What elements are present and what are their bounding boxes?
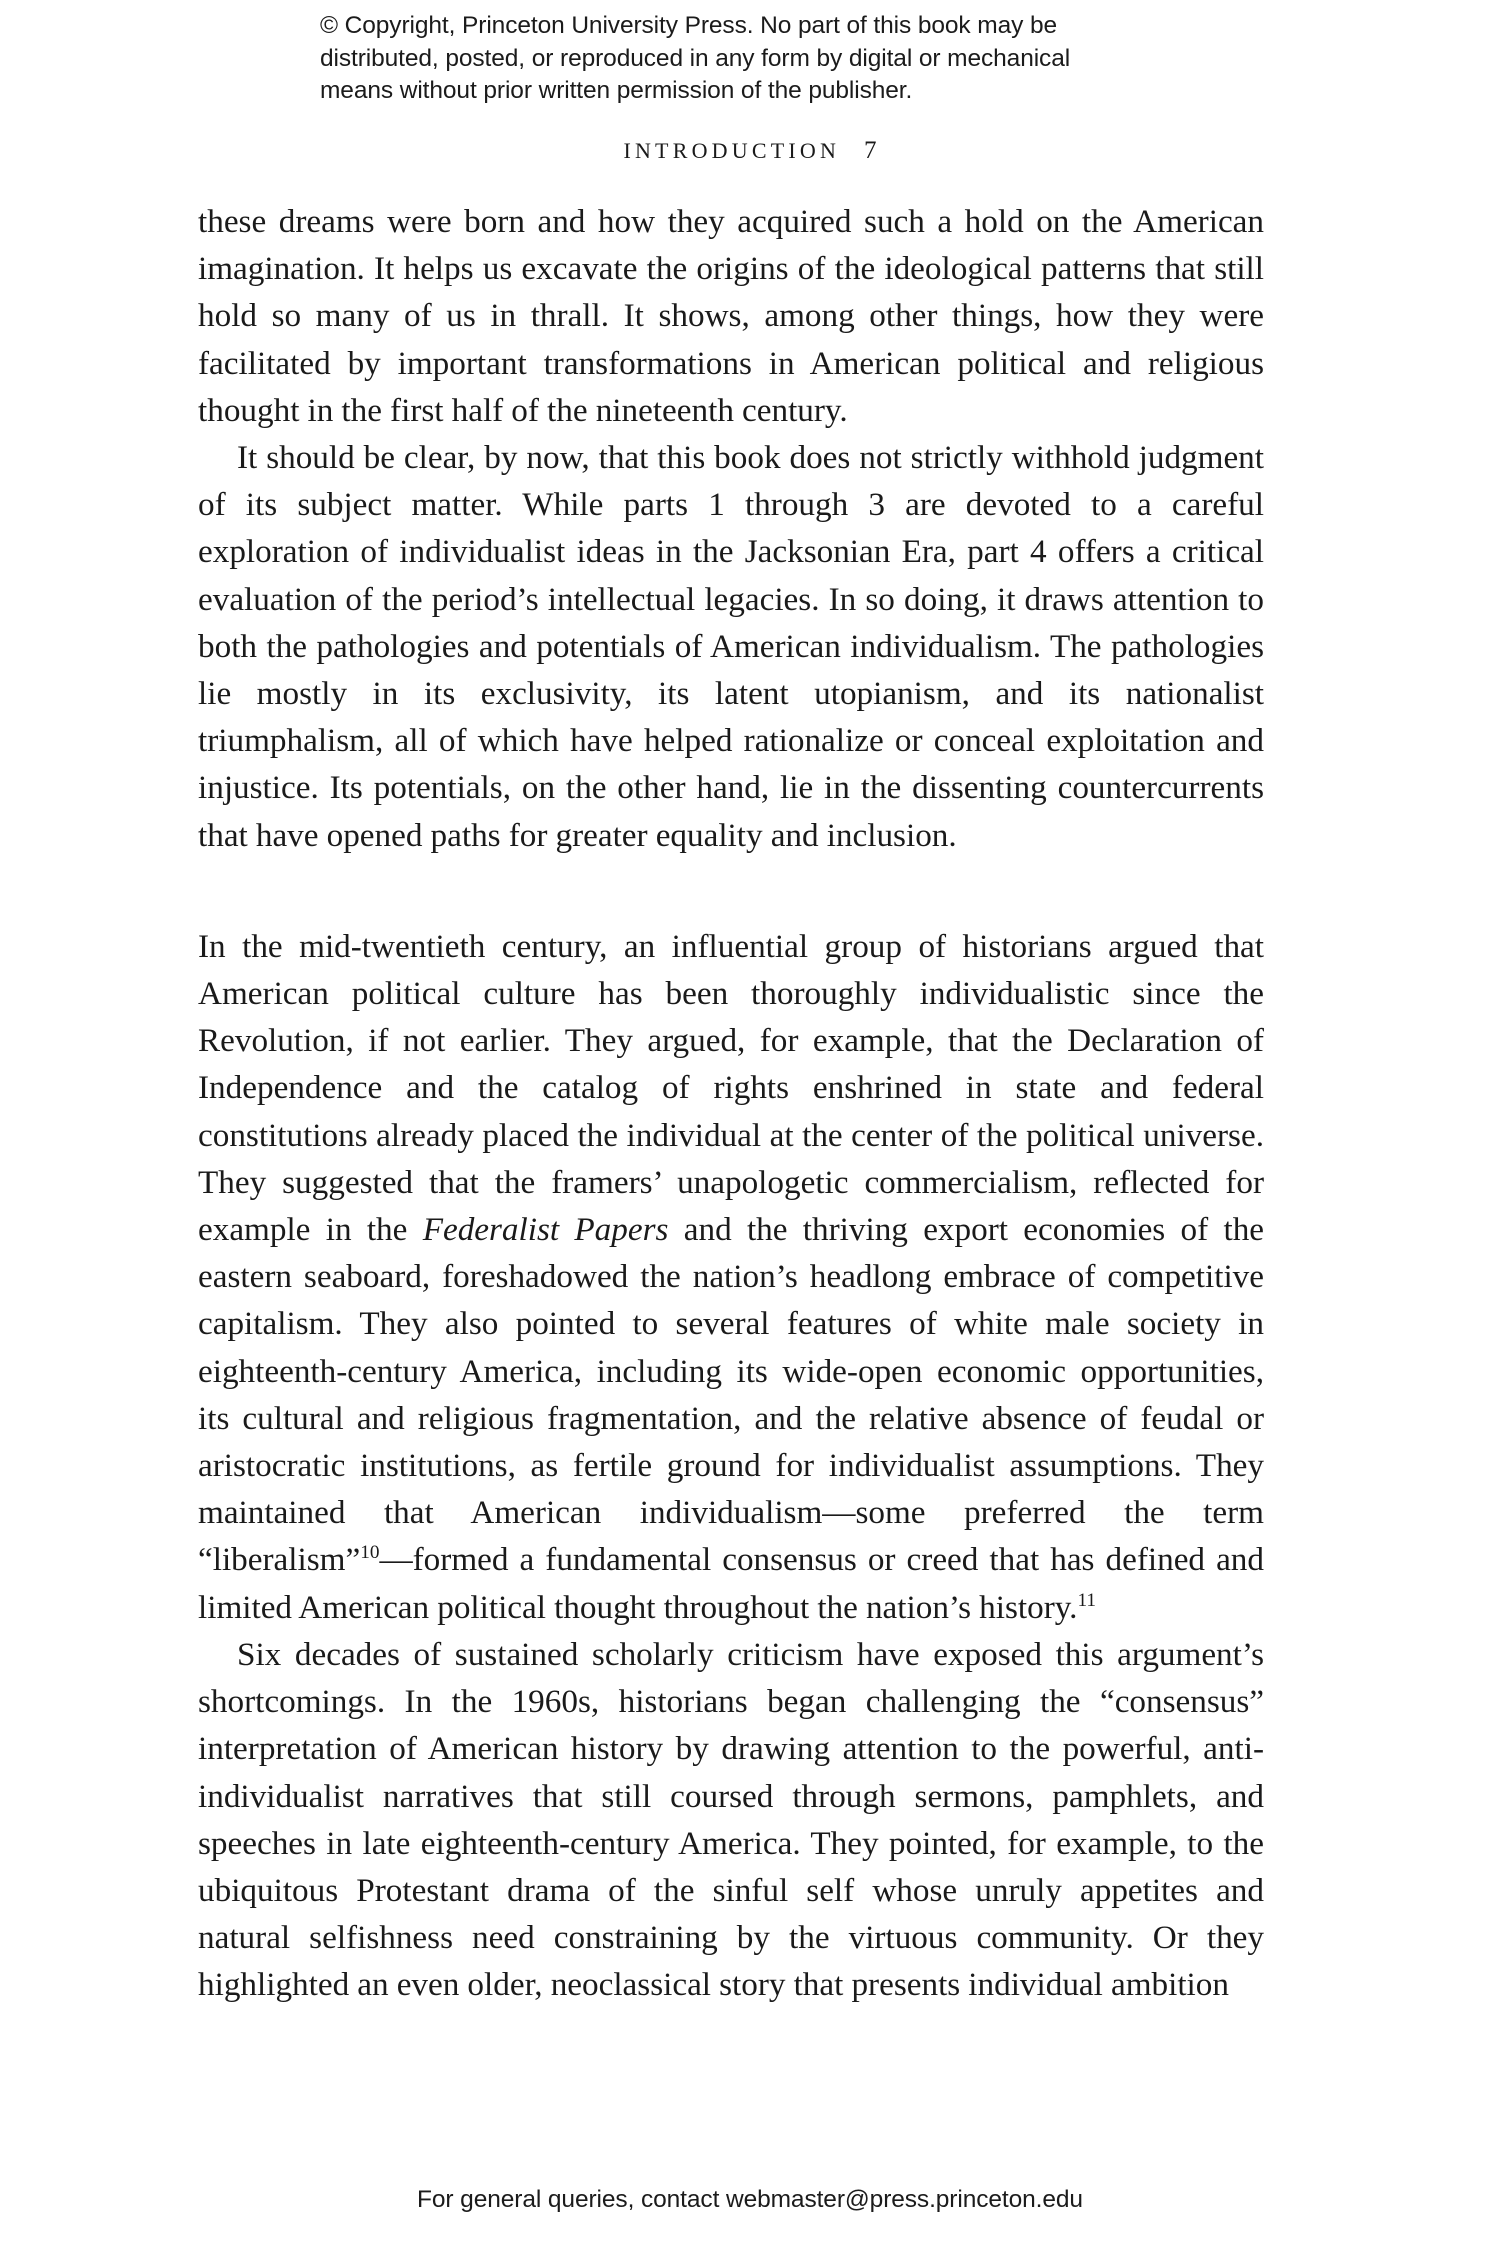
paragraph-consensus-school [198, 923, 1264, 1631]
copyright-line-3: means without prior written permission of the publisher. [320, 77, 913, 104]
body-text-column [198, 198, 1264, 2009]
running-head-chapter-title: INTRODUCTION [623, 138, 841, 163]
paragraph-segment-3: —formed a fundamental consensus or creed that has defined and limited American political thought throughout the nation’s history. [198, 1541, 1264, 1626]
footnote-marker-10[interactable]: 10 [360, 1542, 380, 1564]
paragraph-continuation: these dreams were born and how they acquired such a hold on the American imagination. It helps us excavate the origins of the ideological patterns that still hold so many of us in thrall. It shows, among other things, how they were facilitated by important transformations in American political and religious thought in the first half of the nineteenth century. [198, 203, 1264, 429]
paragraph-segment-2: and the thriving export economies of the eastern seaboard, foreshadowed the nation’s headlong embrace of competitive capitalism. They also pointed to several features of white male society in eighteenth-century America, including its wide-open economic opportunities, its cultural and religious fragmentation, and the relative absence of feudal or aristocratic institutions, as fertile ground for individualist assumptions. They maintained that American individualism—some preferred the term “liberalism” [198, 1211, 1265, 1579]
footnote-marker-11[interactable]: 11 [1077, 1589, 1097, 1611]
book-title-federalist-papers: Federalist Papers [422, 1211, 669, 1249]
copyright-notice [320, 10, 1180, 108]
paragraph-six-decades: Six decades of sustained scholarly criticism have exposed this argument’s shortcomings. In the 1960s, historians began challenging the “consensus” interpretation of American history by drawing attention to the powerful, anti-individualist narratives that still coursed through sermons, pamphlets, and speeches in late eighteenth-century America. They pointed, for example, to the ubiquitous Protestant drama of the sinful self whose unruly appetites and natural selfishness need constraining by the virtuous community. Or they highlighted an even older, neoclassical story that presents individual ambition [198, 1635, 1264, 2004]
paragraph-segment-1: In the mid-twentieth century, an influential group of historians argued that American political culture has been thoroughly individualistic since the Revolution, if not earlier. They argued, for example, that the Declaration of Independence and the catalog of rights enshrined in state and federal constitutions already placed the individual at the center of the political universe. They suggested that the framers’ unapologetic commercialism, reflected for example in the [198, 927, 1264, 1249]
copyright-line-2: distributed, posted, or reproduced in any form by digital or mechanical [320, 44, 1071, 72]
footer-query-notice: For general queries, contact webmaster@press.princeton.edu [417, 2186, 1083, 2213]
page-number: 7 [864, 137, 877, 164]
running-head [0, 137, 1500, 165]
paragraph-judgment: It should be clear, by now, that this book does not strictly withhold judgment of its subject matter. While parts 1 through 3 are devoted to a careful exploration of individualist ideas in the Jacksonian Era, part 4 offers a critical evaluation of the period’s intellectual legacies. In so doing, it draws attention to both the pathologies and potentials of American individualism. The pathologies lie mostly in its exclusivity, its latent utopianism, and its nationalist triumphalism, all of which have helped rationalize or conceal exploitation and injustice. Its potentials, on the other hand, lie in the dissenting countercurrents that have opened paths for greater equality and inclusion. [198, 439, 1264, 854]
copyright-line-1: © Copyright, Princeton University Press. No part of this book may be [320, 12, 1058, 39]
